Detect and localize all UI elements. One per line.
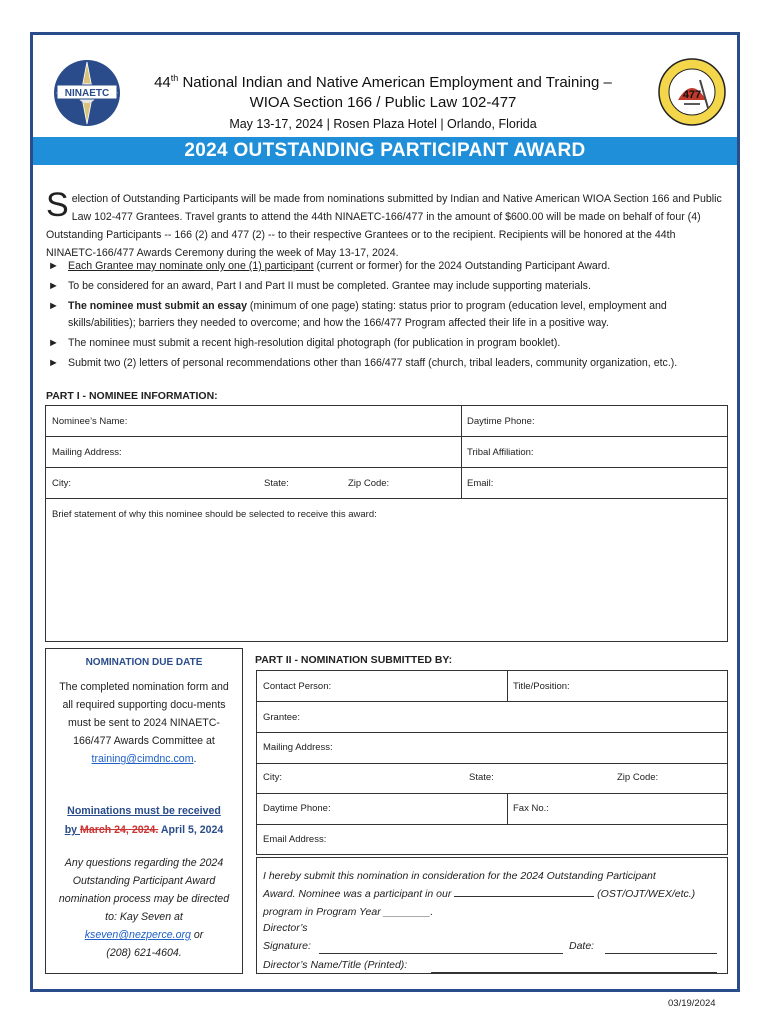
deadline-notice: Nominations must be received by March 24, 2024. April 5, 2024	[64, 805, 224, 836]
questions-contact: Any questions regarding the 2024 Outstanding Participant Award nomination process may be directed to: Kay Seven at kseven@nezperce.org or (208) 621-4604.	[58, 857, 230, 959]
submitter-email-field[interactable]: Email Address:	[263, 834, 327, 845]
nominee-name-field[interactable]: Nominee’s Name:	[52, 416, 128, 427]
due-date-instructions: The completed nomination form and all required supporting docu-ments must be sent to 2024 NINAETC-166/477 Awards Committee at training@cimdnc.com.	[59, 681, 229, 765]
nominee-zip-field[interactable]: Zip Code:	[348, 478, 390, 489]
date-label: Date:	[569, 940, 595, 952]
certification-box	[256, 857, 728, 974]
award-banner: 2024 OUTSTANDING PARTICIPANT AWARD	[33, 137, 737, 165]
conference-title-line1: 44th National Indian and Native American Employment and Training –	[154, 73, 612, 91]
triangle-bullet-icon: ►	[48, 357, 59, 369]
signature-label: Signature:	[263, 940, 311, 952]
revision-date: 03/19/2024	[668, 998, 716, 1009]
list-item: ► Each Grantee may nominate only one (1) participant (current or former) for the 2024 Outstanding Participant Award.	[46, 258, 726, 275]
nominee-statement-field[interactable]: Brief statement of why this nominee should be selected to receive this award:	[52, 509, 377, 520]
submitter-city-field[interactable]: City:	[263, 772, 282, 783]
submitter-zip-field[interactable]: Zip Code:	[617, 772, 659, 783]
submitter-fax-field[interactable]: Fax No.:	[513, 803, 549, 814]
intro-paragraph: Selection of Outstanding Participants will be made from nominations submitted by Indian and Native American WIOA Section 166 and Public Law 102-477 Grantees. Travel grants to attend the 44th NINAETC-166/477 in the amount of $600.00 will be made on behalf of four (4) Outstanding Participants -- 166 (2) and 477 (2) -- to their respective Grantees or to the recipient. Recipients will be honored at the 44th NINAETC-166/477 Awards Ceremony during the week of May 13-17, 2024.	[46, 186, 722, 259]
ninaetc-logo	[52, 58, 122, 128]
part2-heading: PART II - NOMINATION SUBMITTED BY:	[255, 654, 453, 666]
submitter-mailing-address-field[interactable]: Mailing Address:	[263, 742, 333, 753]
ninaetc-logo-text: NINAETC	[64, 88, 110, 99]
training-email-link[interactable]: training@cimdnc.com	[91, 753, 194, 765]
requirements-list	[46, 258, 726, 375]
certification-statement: I hereby submit this nomination in consideration for the 2024 Outstanding Participant Award. Nominee was a participant in our (OST/OJT/WEX/etc.) program in Program Year ________.	[263, 870, 696, 918]
triangle-bullet-icon: ►	[48, 260, 59, 272]
nominee-daytime-phone-field[interactable]: Daytime Phone:	[467, 416, 535, 427]
program-type-blank[interactable]	[454, 887, 594, 897]
nomination-due-date-box	[45, 648, 243, 974]
directors-label: Director’s	[263, 922, 308, 934]
nominee-mailing-address-field[interactable]: Mailing Address:	[52, 447, 122, 458]
date-line[interactable]	[605, 953, 717, 954]
signature-line[interactable]	[319, 953, 563, 954]
kseven-email-link[interactable]: kseven@nezperce.org	[84, 929, 191, 941]
nominee-tribal-affiliation-field[interactable]: Tribal Affiliation:	[467, 447, 534, 458]
conference-title-line2: WIOA Section 166 / Public Law 102-477	[249, 94, 517, 111]
triangle-bullet-icon: ►	[48, 280, 59, 292]
list-item: ► The nominee must submit an essay (minimum of one page) stating: status prior to program (education level, employment and skills/abilities); barriers they needed to overcome; and how the 166/477 Program affected their life in a positive way.	[48, 300, 667, 329]
triangle-bullet-icon: ►	[48, 300, 59, 312]
submitter-info-table	[256, 670, 728, 855]
due-date-title: NOMINATION DUE DATE	[85, 657, 203, 668]
printed-name-label: Director’s Name/Title (Printed):	[263, 959, 408, 971]
list-item: ► The nominee must submit a recent high-resolution digital photograph (for publication in program booklet).	[46, 335, 726, 352]
conference-date-location: May 13-17, 2024 | Rosen Plaza Hotel | Orlando, Florida	[229, 117, 537, 131]
submitter-state-field[interactable]: State:	[469, 772, 494, 783]
nominee-email-field[interactable]: Email:	[467, 478, 494, 489]
tribal-workgroup-seal	[658, 58, 726, 126]
submitter-daytime-phone-field[interactable]: Daytime Phone:	[263, 803, 331, 814]
part1-heading: PART I - NOMINEE INFORMATION:	[46, 390, 218, 402]
contact-person-field[interactable]: Contact Person:	[263, 681, 332, 692]
triangle-bullet-icon: ►	[48, 337, 59, 349]
printed-name-line[interactable]	[431, 972, 717, 973]
nominee-city-field[interactable]: City:	[52, 478, 71, 489]
nominee-state-field[interactable]: State:	[264, 478, 289, 489]
grantee-field[interactable]: Grantee:	[263, 712, 300, 723]
drop-cap: S	[46, 186, 69, 224]
nominee-info-table	[45, 405, 728, 642]
svg-text:477: 477	[682, 89, 702, 101]
list-item: ► To be considered for an award, Part I and Part II must be completed. Grantee may include supporting materials.	[46, 278, 726, 295]
title-position-field[interactable]: Title/Position:	[513, 681, 570, 692]
list-item: ► Submit two (2) letters of personal recommendations other than 166/477 staff (church, tribal leaders, community organization, etc.).	[46, 355, 726, 372]
